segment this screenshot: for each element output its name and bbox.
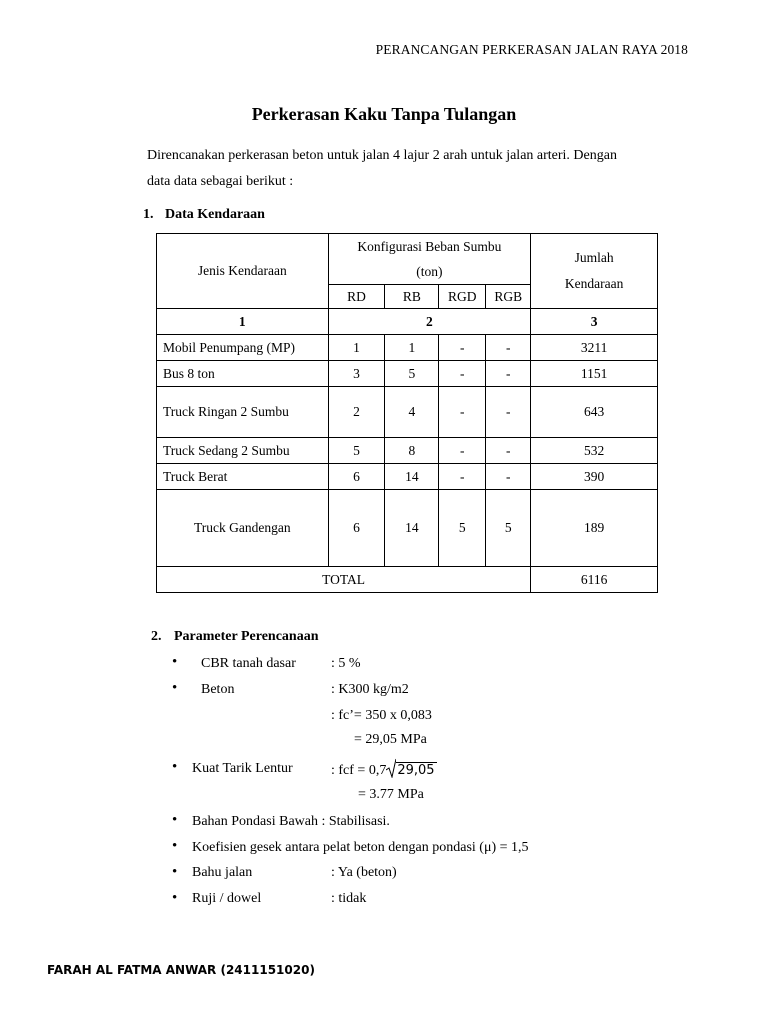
ruji-value: : tidak [331,891,367,906]
cell-jenis: Truck Berat [157,464,329,490]
cell-rgb: - [486,438,531,464]
cell-rb: 4 [385,387,439,438]
cell-rgd: - [439,387,486,438]
page-title: Perkerasan Kaku Tanpa Tulangan [251,104,517,124]
cbr-label: CBR tanah dasar [201,656,296,671]
cell-jenis: Bus 8 ton [157,361,329,387]
kuat-tarik-formula [331,758,437,779]
table-row [157,387,658,438]
header-jumlah-line1: Jumlah [574,250,614,265]
kuat-tarik-label: Kuat Tarik Lentur [192,761,293,776]
header-konfigurasi-line2: (ton) [416,264,443,279]
kuat-tarik-prefix: : fcf = 0,7 [331,763,387,778]
cell-rb: 1 [385,335,439,361]
page-header: PERANCANGAN PERKERASAN JALAN RAYA 2018 [375,42,688,57]
cell-jenis: Truck Ringan 2 Sumbu [157,387,329,438]
header-jumlah-line2: Kendaraan [564,276,624,291]
cell-rd: 6 [328,464,385,490]
cell-jumlah: 532 [531,438,658,464]
total-value: 6116 [531,567,658,593]
ruji-label: Ruji / dowel [192,891,262,906]
vehicle-data-table [156,233,658,593]
table-number-row [157,309,658,335]
sqrt-symbol [386,758,436,779]
table-total-row [157,567,658,593]
bullet-icon: • [172,759,178,775]
bullet-icon: • [172,680,178,696]
cell-jenis: Mobil Penumpang (MP) [157,335,329,361]
cell-jumlah: 643 [531,387,658,438]
header-rgd: RGD [439,285,486,309]
col-number-1: 1 [157,309,329,335]
cell-jenis: Truck Sedang 2 Sumbu [157,438,329,464]
table-row [157,438,658,464]
cell-jumlah: 1151 [531,361,658,387]
table-row [157,464,658,490]
fc-line-1: : fc’= 350 x 0,083 [331,708,432,723]
bullet-icon: • [172,838,178,854]
table-row [157,335,658,361]
cell-rd: 6 [328,490,385,567]
section-1-number: 1. [143,207,154,222]
cell-rgb: - [486,335,531,361]
bahu-label: Bahu jalan [192,865,253,880]
cell-rgd: - [439,438,486,464]
cell-rb: 14 [385,490,439,567]
cell-rgb: - [486,464,531,490]
cell-rb: 14 [385,464,439,490]
cell-jenis: Truck Gandengan [157,490,329,567]
bullet-icon: • [172,864,178,880]
bullet-icon: • [172,890,178,906]
cell-rd: 5 [328,438,385,464]
cell-rd: 1 [328,335,385,361]
page-footer: FARAH AL FATMA ANWAR (2411151020) [47,963,315,977]
intro-line-1: Direncanakan perkerasan beton untuk jalan 4 lajur 2 arah untuk jalan arteri. Dengan [147,148,617,163]
cell-rgb: - [486,361,531,387]
cbr-value: : 5 % [331,656,361,671]
header-jenis-kendaraan: Jenis Kendaraan [157,234,329,309]
cell-rgd: - [439,361,486,387]
col-number-2: 2 [328,309,531,335]
section-2-title: Parameter Perencanaan [174,629,319,644]
header-rd: RD [328,285,385,309]
kuat-tarik-line-2: = 3.77 MPa [358,787,424,802]
sqrt-radicand: 29,05 [397,763,435,778]
pondasi-text: Bahan Pondasi Bawah : Stabilisasi. [192,814,390,829]
beton-value: : K300 kg/m2 [331,682,409,697]
table-row [157,361,658,387]
col-number-3: 3 [531,309,658,335]
header-rb: RB [385,285,439,309]
cell-rgd: - [439,464,486,490]
fc-line-2: = 29,05 MPa [354,732,427,747]
bullet-icon: • [172,654,178,670]
table-header-row [157,234,658,285]
header-konfigurasi [328,234,531,285]
header-jumlah [531,234,658,309]
cell-rgd: - [439,335,486,361]
header-konfigurasi-line1: Konfigurasi Beban Sumbu [357,239,502,254]
cell-rgd: 5 [439,490,486,567]
bahu-value: : Ya (beton) [331,865,397,880]
cell-rd: 3 [328,361,385,387]
table-row [157,490,658,567]
cell-jumlah: 3211 [531,335,658,361]
cell-rd: 2 [328,387,385,438]
header-rgb: RGB [486,285,531,309]
intro-line-2: data data sebagai berikut : [147,174,294,189]
section-2-number: 2. [151,629,162,644]
cell-jumlah: 189 [531,490,658,567]
cell-rb: 8 [385,438,439,464]
cell-rgb: 5 [486,490,531,567]
cell-jumlah: 390 [531,464,658,490]
bullet-icon: • [172,812,178,828]
koefisien-text: Koefisien gesek antara pelat beton dengan pondasi (μ) = 1,5 [192,840,529,855]
cell-rb: 5 [385,361,439,387]
beton-label: Beton [201,682,235,697]
section-1-title: Data Kendaraan [165,207,265,222]
cell-rgb: - [486,387,531,438]
total-label: TOTAL [157,567,531,593]
